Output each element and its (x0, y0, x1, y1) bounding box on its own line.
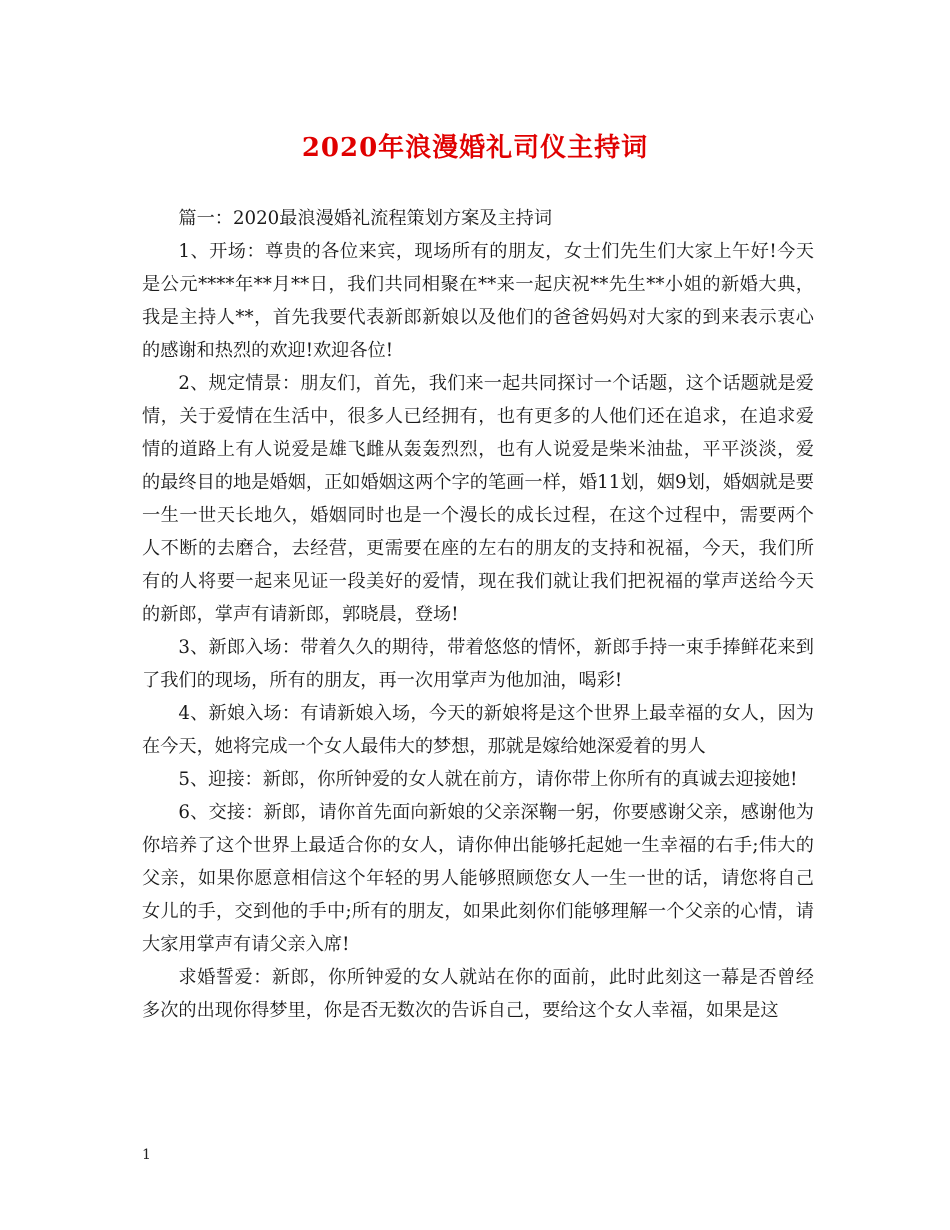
paragraph-groom-entrance: 3、新郎入场：带着久久的期待，带着悠悠的情怀，新郎手持一束手捧鲜花来到了我们的现场，所有的朋友，再一次用掌声为他加油，喝彩! (142, 637, 814, 691)
page-number: 1 (142, 1147, 151, 1163)
paragraph-handover: 6、交接：新郎，请你首先面向新娘的父亲深鞠一躬，你要感谢父亲，感谢他为你培养了这个世界上最适合你的女人，请你伸出能够托起她一生幸福的右手;伟大的父亲，如果你愿意相信这个年轻的男人能够照顾您女人一生一世的话，请您将自己女儿的手，交到他的手中;所有的朋友，如果此刻你们能够理解一个父亲的心情，请大家用掌声有请父亲入席! (142, 802, 814, 955)
document-body (142, 202, 814, 1027)
paragraph-opening: 1、开场：尊贵的各位来宾，现场所有的朋友，女士们先生们大家上午好!今天是公元****年**月**日，我们共同相聚在**来一起庆祝**先生**小姐的新婚大典，我是主持人**，首先我要代表新郎新娘以及他们的爸爸妈妈对大家的到来表示衷心的感谢和热烈的欢迎!欢迎各位! (142, 241, 814, 361)
document-title: 2020年浪漫婚礼司仪主持词 (301, 133, 649, 163)
paragraph-welcome: 5、迎接：新郎，你所钟爱的女人就在前方，请你带上你所有的真诚去迎接她! (178, 769, 798, 790)
paragraph-scenario: 2、规定情景：朋友们，首先，我们来一起共同探讨一个话题，这个话题就是爱情，关于爱情在生活中，很多人已经拥有，也有更多的人他们还在追求，在追求爱情的道路上有人说爱是雄飞雌从轰轰烈烈，也有人说爱是柴米油盐，平平淡淡，爱的最终目的地是婚姻，正如婚姻这两个字的笔画一样，婚11划，姻9划，婚姻就是要一生一世天长地久，婚姻同时也是一个漫长的成长过程，在这个过程中，需要两个人不断的去磨合，去经营，更需要在座的左右的朋友的支持和祝福，今天，我们所有的人将要一起来见证一段美好的爱情，现在我们就让我们把祝福的掌声送给今天的新郎，掌声有请新郎，郭晓晨，登场! (142, 373, 814, 625)
paragraph-bride-entrance: 4、新娘入场：有请新娘入场，今天的新娘将是这个世界上最幸福的女人，因为在今天，她将完成一个女人最伟大的梦想，那就是嫁给她深爱着的男人 (142, 703, 814, 757)
paragraph-proposal: 求婚誓爱：新郎，你所钟爱的女人就站在你的面前，此时此刻这一幕是否曾经多次的出现你得梦里，你是否无数次的告诉自己，要给这个女人幸福，如果是这 (142, 967, 814, 1021)
section-heading: 篇一：2020最浪漫婚礼流程策划方案及主持词 (178, 208, 553, 229)
